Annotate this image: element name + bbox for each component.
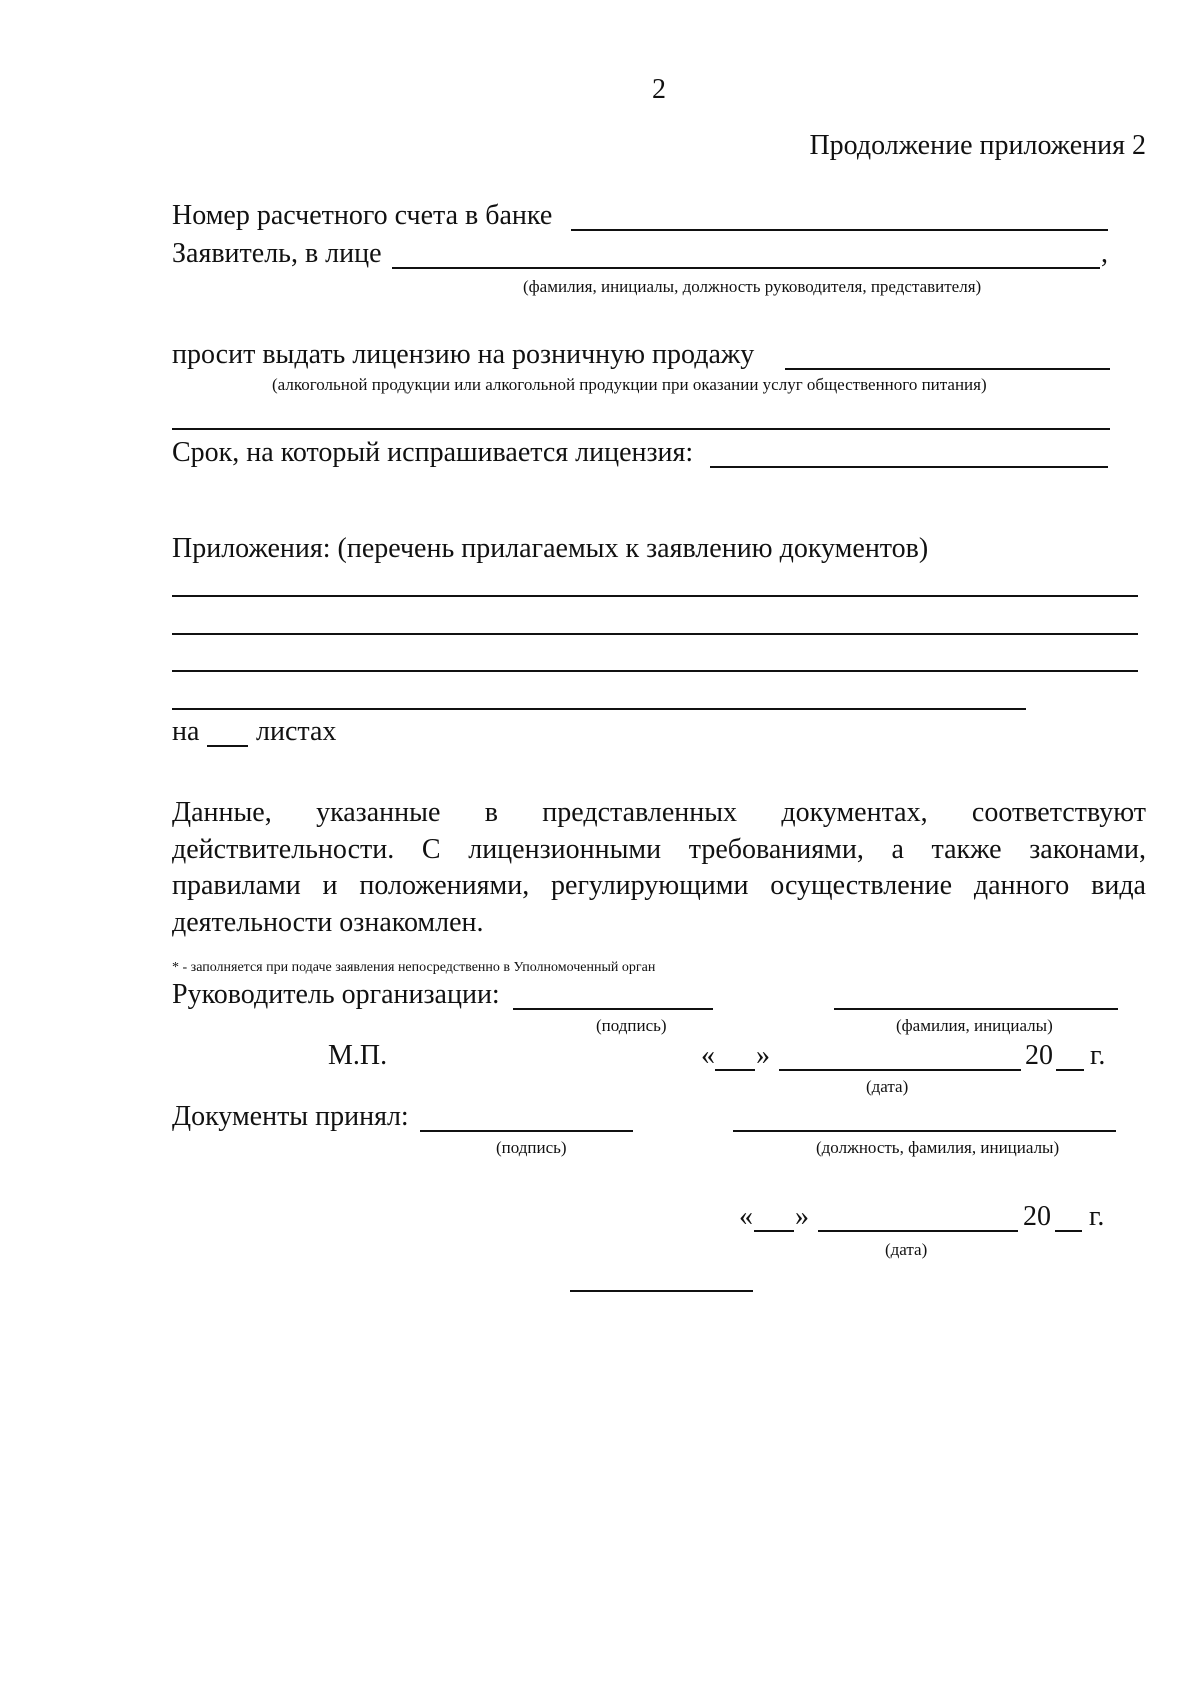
declaration-line: правилами и положениями, регулирующими осуществление данного вида <box>172 870 1146 901</box>
date2-month-field[interactable] <box>818 1230 1018 1232</box>
head-name-hint: (фамилия, инициалы) <box>896 1016 1053 1035</box>
receiver-signature-field[interactable] <box>420 1130 633 1132</box>
request-label: просит выдать лицензию на розничную продажу <box>172 339 755 370</box>
head-signature-hint: (подпись) <box>596 1016 667 1035</box>
applicant-comma: , <box>1101 238 1108 269</box>
receiver-name-field[interactable] <box>733 1130 1116 1132</box>
sheets-prefix: на <box>172 716 200 747</box>
bank-account-label: Номер расчетного счета в банке <box>172 200 553 231</box>
request-field[interactable] <box>785 368 1110 370</box>
date2-close-quote: » <box>795 1201 809 1232</box>
receiver-name-hint: (должность, фамилия, инициалы) <box>816 1138 1060 1157</box>
date1-year-prefix: 20 <box>1025 1040 1053 1071</box>
date1-open-quote: « <box>701 1040 715 1071</box>
date2-open-quote: « <box>739 1201 753 1232</box>
head-name-field[interactable] <box>834 1008 1118 1010</box>
page-number: 2 <box>652 74 666 105</box>
date2-year-prefix: 20 <box>1023 1201 1051 1232</box>
date1-day-field[interactable] <box>715 1069 755 1071</box>
received-by-label: Документы принял: <box>172 1101 409 1132</box>
applicant-label: Заявитель, в лице <box>172 238 382 269</box>
attachments-label: Приложения: (перечень прилагаемых к заявлению документов) <box>172 533 929 564</box>
date1-year-field[interactable] <box>1056 1069 1084 1071</box>
head-of-org-label: Руководитель организации: <box>172 979 500 1010</box>
bank-account-field[interactable] <box>571 229 1108 231</box>
head-signature-field[interactable] <box>513 1008 713 1010</box>
request-hint: (алкогольной продукции или алкогольной продукции при оказании услуг общественного питания) <box>272 375 987 394</box>
sheets-count-field[interactable] <box>207 745 248 747</box>
request-field-continued[interactable] <box>172 428 1110 430</box>
footnote: * - заполняется при подаче заявления непосредственно в Уполномоченный орган <box>172 960 656 975</box>
term-field[interactable] <box>710 466 1108 468</box>
attachments-line-2[interactable] <box>172 633 1138 635</box>
date2-year-suffix: г. <box>1089 1201 1105 1232</box>
date1-close-quote: » <box>756 1040 770 1071</box>
date2-hint: (дата) <box>885 1240 928 1259</box>
attachments-line-3[interactable] <box>172 670 1138 672</box>
declaration-line: действительности. С лицензионными требованиями, а также законами, <box>172 833 1146 865</box>
declaration-line: деятельности ознакомлен. <box>172 906 484 938</box>
applicant-hint: (фамилия, инициалы, должность руководителя, представителя) <box>523 277 982 296</box>
stamp-mark: М.П. <box>328 1040 388 1071</box>
date1-year-suffix: г. <box>1090 1040 1106 1071</box>
date2-day-field[interactable] <box>754 1230 794 1232</box>
receiver-signature-hint: (подпись) <box>496 1138 567 1157</box>
continuation-header: Продолжение приложения 2 <box>809 130 1146 161</box>
attachments-line-4[interactable] <box>172 708 1026 710</box>
date1-hint: (дата) <box>866 1077 909 1096</box>
sheets-suffix: листах <box>256 716 337 747</box>
declaration-line: Данные, указанные в представленных документах, соответствуют <box>172 797 1146 828</box>
bottom-signature-line[interactable] <box>570 1290 753 1292</box>
declaration-paragraph <box>172 795 1146 941</box>
date1-month-field[interactable] <box>779 1069 1021 1071</box>
attachments-line-1[interactable] <box>172 595 1138 597</box>
date2-year-field[interactable] <box>1055 1230 1082 1232</box>
term-label: Срок, на который испрашивается лицензия: <box>172 437 694 468</box>
applicant-field[interactable] <box>392 267 1100 269</box>
